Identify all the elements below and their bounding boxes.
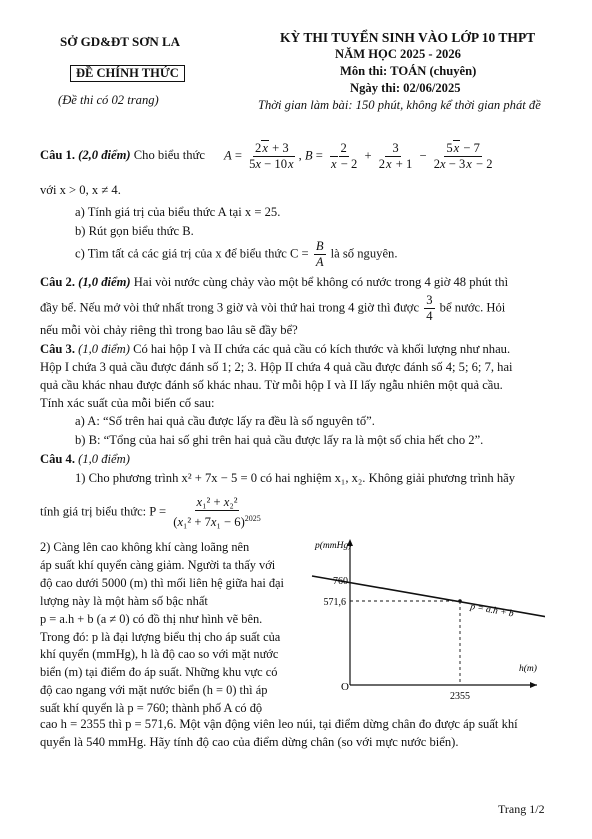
exam-time: Thời gian làm bài: 150 phút, không kể thời gian phát đề <box>258 98 541 112</box>
x-axis-arrow <box>530 682 537 688</box>
q1-a: a) Tính giá trị của biểu thức A tại x = 25. <box>75 205 281 219</box>
q1-b: b) Rút gọn biểu thức B. <box>75 224 194 238</box>
page-number: Trang 1/2 <box>498 802 545 816</box>
q4-p2-line12: quyển là 540 mmHg. Hãy tính độ cao của điểm dừng chân (so với mực nước biển). <box>40 735 459 749</box>
line-equation-label: p = a.h + b <box>469 602 515 620</box>
x-axis-label: h(m) <box>519 664 537 674</box>
q2-line3: nếu mỗi vòi chảy riêng thì trong bao lâu sẽ đầy bể? <box>40 323 298 337</box>
q1-intro: Cho biểu thức <box>133 148 205 162</box>
q1-formula: A = $\frac{2x + 3}{5x - 10x}$ , B = $\frac{2}{x - 2}$ + $\frac{3}{2x + 1}$ − $\frac{5x - 7}{2x - 3x - 2}$ <box>224 141 493 171</box>
q1-c: c) Tìm tất cả các giá trị của x để biểu thức C = $\frac{B}{A}$ là số nguyên. <box>75 239 398 269</box>
q3-line3: quả cầu khác nhau được đánh số khác nhau. Từ mỗi hộp I và II lấy ngẫu nhiên một quả cầu. <box>40 378 503 392</box>
q3-a: a) A: “Số trên hai quả cầu được lấy ra đều là số nguyên tố”. <box>75 414 375 428</box>
q2-line2: đầy bể. Nếu mở vòi thứ nhất trong 3 giờ và vòi thứ hai trong 4 giờ thì được $\frac{3}{4}$ bể nước. Hỏi <box>40 293 506 323</box>
q3-line4: Tính xác suất của mỗi biến cố sau: <box>40 396 215 410</box>
exam-year: NĂM HỌC 2025 - 2026 <box>335 47 461 61</box>
q3-line2: Hộp I chứa 3 quả cầu được đánh số 1; 2; 3. Hộp II chứa 4 quả cầu được đánh số 4; 5; 6; 7, hai <box>40 360 513 374</box>
q3-points: (1,0 điểm) <box>78 342 130 356</box>
q4-p2-line: khí quyển (mmHg), h là độ cao so với mặt nước <box>40 647 279 662</box>
q3-b: b) B: “Tổng của hai số ghi trên hai quả cầu được lấy ra là một số chia hết cho 2”. <box>75 433 484 447</box>
q1-line <box>40 148 205 163</box>
q1-condition: với x > 0, x ≠ 4. <box>40 183 121 197</box>
q4-p2-line: suất khí quyển là p = 760; thành phố A có độ <box>40 701 263 716</box>
pages-note: (Đề thi có 02 trang) <box>58 93 159 107</box>
q2-points: (1,0 điểm) <box>78 275 131 289</box>
exam-title: KỲ THI TUYỂN SINH VÀO LỚP 10 THPT <box>280 30 536 45</box>
q4-p2-line: độ cao dưới 5000 (m) thì mối liên hệ giữa hai đại <box>40 575 284 590</box>
q4-p2-line: 2) Càng lên cao không khí càng loãng nên <box>40 540 250 554</box>
x-tick-2355: 2355 <box>450 691 470 702</box>
y-tick-760: 760 <box>333 576 348 587</box>
q3-text1: Có hai hộp I và II chứa các quả cầu có kích thước và khối lượng như nhau. <box>133 342 511 356</box>
q4-p2-line: biển (m) tại điểm đo áp suất. Những khu vực có <box>40 665 278 680</box>
y-tick-571: 571,6 <box>323 597 346 608</box>
q4-p1-line2: tính giá trị biểu thức: P = $\frac{\text{x₁² + x₂²}}{(x_1^2 + 7x_1 - 6)^{2025}}$ <box>40 495 261 530</box>
q4-p2-line11: cao h = 2355 thì p = 571,6. Một vận động viên leo núi, tại điểm dừng chân đo được áp suất khí <box>40 717 518 731</box>
q4-p2-line: độ cao ngang với mặt nước biển (h = 0) thì áp <box>40 683 268 698</box>
q4-points: (1,0 điểm) <box>78 452 130 466</box>
q1-c-post: là số nguyên. <box>330 246 398 261</box>
exam-subject: Môn thi: TOÁN (chuyên) <box>340 64 477 78</box>
q4-p1-text: tính giá trị biểu thức: P = <box>40 504 167 519</box>
dept-name: SỞ GD&ĐT SƠN LA <box>60 34 181 49</box>
q4-p1-line1: 1) Cho phương trình x² + 7x − 5 = 0 có hai nghiệm x₁, x₂. Không giải phương trình hãy <box>75 471 516 485</box>
official-badge: ĐỀ CHÍNH THỨC <box>70 65 185 82</box>
q4-p2-line: p = a.h + b (a ≠ 0) có đồ thị như hình vẽ bên. <box>40 611 263 626</box>
q3-line1 <box>40 342 510 357</box>
q4-p2-line: lượng này là một hàm số bậc nhất <box>40 593 208 608</box>
q1-label: Câu 1. <box>40 148 75 162</box>
q4-label: Câu 4. <box>40 452 75 466</box>
q2-line1 <box>40 275 508 290</box>
data-point <box>458 599 462 603</box>
q2-text2: đầy bể. Nếu mở vòi thứ nhất trong 3 giờ và vòi thứ hai trong 4 giờ thì được <box>40 300 420 315</box>
y-axis-label: p(mmHg) <box>315 541 352 551</box>
q3-label: Câu 3. <box>40 342 75 356</box>
q1-c-pre: c) Tìm tất cả các giá trị của x để biểu thức C = <box>75 246 309 261</box>
q4-p2-line: áp suất khí quyển càng giảm. Người ta thấy với <box>40 557 276 572</box>
exam-date: Ngày thi: 02/06/2025 <box>350 81 461 95</box>
q4-p2-text <box>40 539 302 718</box>
q2-text1: Hai vòi nước cùng chảy vào một bể không có nước trong 4 giờ 48 phút thì <box>133 275 509 289</box>
q4-p2-line: Trong đó: p là đại lượng biểu thị cho áp suất của <box>40 629 281 644</box>
origin-label: O <box>341 681 349 693</box>
q4-head <box>40 452 130 467</box>
pressure-height-graph <box>305 535 545 720</box>
q2-text2b: bể nước. Hỏi <box>439 300 506 315</box>
q1-points: (2,0 điểm) <box>78 148 131 162</box>
q2-label: Câu 2. <box>40 275 75 289</box>
